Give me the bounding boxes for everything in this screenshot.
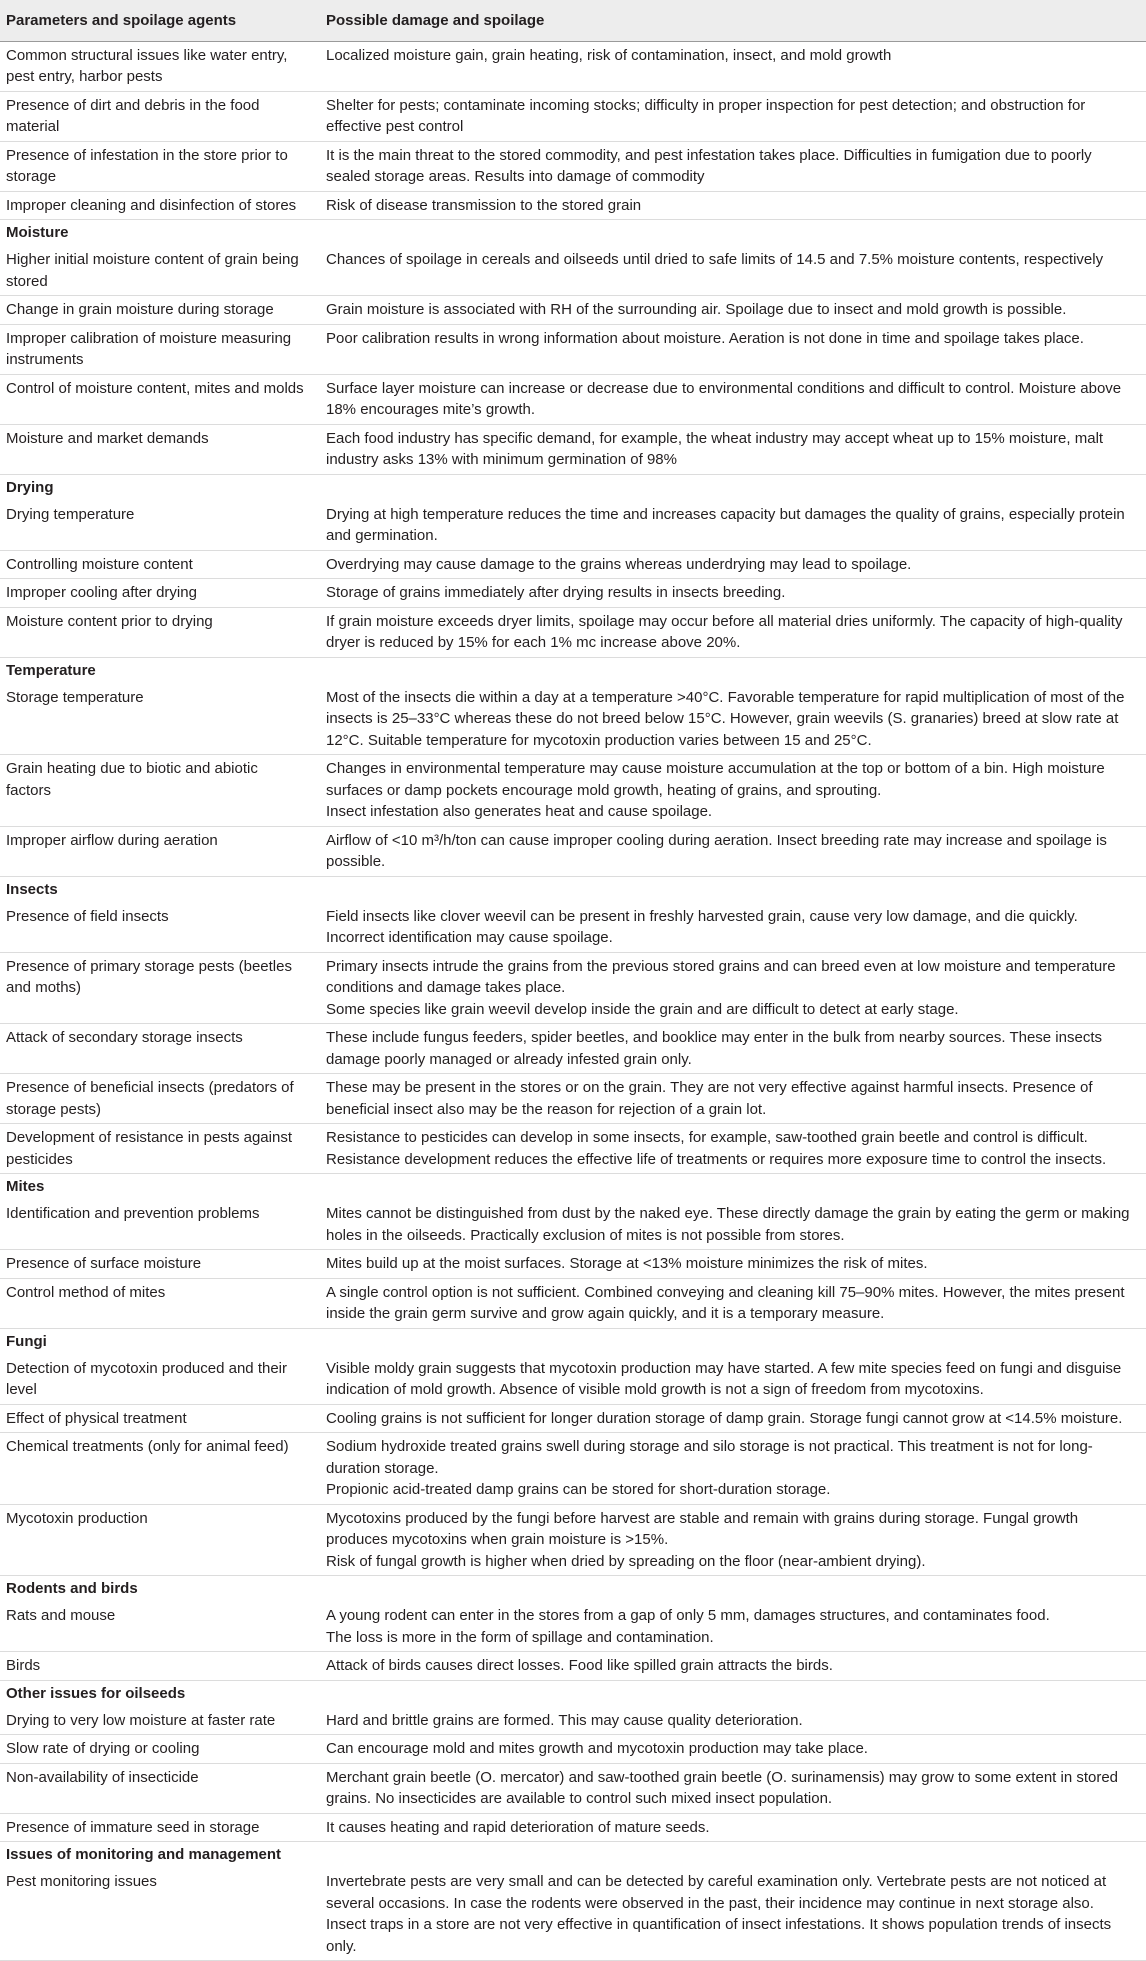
parameter-cell: Change in grain moisture during storage: [0, 296, 320, 325]
damage-text: Some species like grain weevil develop inside the grain and are difficult to detect at early stage.: [326, 1000, 959, 1018]
table-row: [0, 1735, 1146, 1764]
section-header-row: [0, 657, 1146, 684]
parameter-cell: Development of resistance in pests against pesticides: [0, 1124, 320, 1174]
damage-cell: [320, 1602, 1146, 1652]
damage-text: Grain moisture is associated with RH of the surrounding air. Spoilage due to insect and mold growth is possible.: [326, 301, 1067, 318]
parameter-cell: Slow rate of drying or cooling: [0, 1735, 320, 1764]
damage-cell: [320, 952, 1146, 1024]
section-title: Mites: [6, 1178, 45, 1195]
damage-cell: [320, 91, 1146, 141]
section-header-row: [0, 1174, 1146, 1201]
parameter-cell: Presence of immature seed in storage: [0, 1813, 320, 1842]
table-header-row: [0, 0, 1146, 41]
table-row: [0, 41, 1146, 91]
parameter-cell: Moisture content prior to drying: [0, 607, 320, 657]
section-header-row: [0, 474, 1146, 501]
damage-cell: [320, 424, 1146, 474]
damage-cell: [320, 1652, 1146, 1681]
damage-text: Resistance to pesticides can develop in some insects, for example, saw-toothed grain beetle and control is difficult. Resistance development reduces the effective life of treatments or requires more exposure time to control the insects.: [326, 1129, 1107, 1168]
parameter-cell: Improper airflow during aeration: [0, 826, 320, 876]
header-parameters: Parameters and spoilage agents: [0, 0, 320, 41]
damage-text: Changes in environmental temperature may cause moisture accumulation at the top or bottom of a bin. High moisture surfaces or damp pockets encourage mold growth, heating of grains, and sprouting.: [326, 760, 1105, 799]
damage-cell: [320, 579, 1146, 608]
damage-cell: [320, 1200, 1146, 1250]
table-row: [0, 607, 1146, 657]
parameter-cell: Controlling moisture content: [0, 550, 320, 579]
parameter-cell: Presence of dirt and debris in the food material: [0, 91, 320, 141]
table-row: [0, 141, 1146, 191]
damage-text: Poor calibration results in wrong information about moisture. Aeration is not done in time and spoilage takes place.: [326, 329, 1084, 347]
table-row: [0, 374, 1146, 424]
damage-text: Sodium hydroxide treated grains swell during storage and silo storage is not practical. This treatment is not for long-duration storage.: [326, 1438, 1093, 1477]
damage-cell: [320, 296, 1146, 325]
damage-text: These may be present in the stores or on the grain. They are not very effective against harmful insects. Presence of beneficial insect also may be the reason for rejection of a grain lot.: [326, 1079, 1093, 1118]
table-row: [0, 1763, 1146, 1813]
damage-cell: [320, 1735, 1146, 1764]
damage-cell: [320, 755, 1146, 827]
table-row: [0, 1278, 1146, 1328]
parameter-cell: Attack of secondary storage insects: [0, 1024, 320, 1074]
table-row: [0, 1200, 1146, 1250]
section-title: Other issues for oilseeds: [6, 1684, 186, 1702]
table-row: [0, 1707, 1146, 1735]
damage-cell: [320, 607, 1146, 657]
damage-text: Drying at high temperature reduces the time and increases capacity but damages the quality of grains, especially protein and germination.: [326, 505, 1125, 544]
damage-cell: [320, 246, 1146, 296]
damage-text: Mycotoxins produced by the fungi before harvest are stable and remain with grains during storage. Fungal growth produces mycotoxins when grain moisture is >15%.: [326, 1509, 1079, 1548]
section-header-row: [0, 876, 1146, 903]
damage-cell: [320, 141, 1146, 191]
table-row: [0, 424, 1146, 474]
table-row: [0, 501, 1146, 551]
damage-text: These include fungus feeders, spider beetles, and booklice may enter in the bulk from nearby sources. These insects damage poorly managed or already infested grain only.: [326, 1029, 1102, 1068]
section-header-row: [0, 1328, 1146, 1355]
parameter-cell: Effect of physical treatment: [0, 1404, 320, 1433]
parameter-cell: Improper cooling after drying: [0, 579, 320, 608]
parameter-cell: Non-availability of insecticide: [0, 1763, 320, 1813]
parameter-cell: Grain heating due to biotic and abiotic factors: [0, 755, 320, 827]
table-row: [0, 1404, 1146, 1433]
parameter-cell: Mycotoxin production: [0, 1504, 320, 1576]
parameter-cell: Drying temperature: [0, 501, 320, 551]
damage-cell: [320, 1074, 1146, 1124]
damage-text: Insect infestation also generates heat and cause spoilage.: [326, 803, 713, 820]
damage-text: Attack of birds causes direct losses. Food like spilled grain attracts the birds.: [326, 1657, 833, 1674]
damage-text: Propionic acid-treated damp grains can be stored for short-duration storage.: [326, 1481, 831, 1498]
parameter-cell: Moisture and market demands: [0, 424, 320, 474]
damage-text: It is the main threat to the stored commodity, and pest infestation takes place. Difficulties in fumigation due to poorly sealed storage areas. Results into damage of commodity: [326, 146, 1092, 185]
damage-text: Mites build up at the moist surfaces. Storage at <13% moisture minimizes the risk of mites.: [326, 1255, 928, 1272]
damage-text: Insect traps in a store are not very effective in quantification of insect infestations. It shows population trends of insects only.: [326, 1916, 1112, 1955]
damage-text: Chances of spoilage in cereals and oilseeds until dried to safe limits of 14.5 and 7.5% moisture contents, respectively: [326, 251, 1104, 268]
parameter-cell: Presence of surface moisture: [0, 1250, 320, 1279]
table-row: [0, 755, 1146, 827]
section-title: Insects: [6, 880, 58, 898]
damage-text: Primary insects intrude the grains from the previous stored grains and can breed even at low moisture and temperature conditions and damage takes place.: [326, 957, 1116, 996]
table-row: [0, 1074, 1146, 1124]
parameter-cell: Detection of mycotoxin produced and their level: [0, 1355, 320, 1405]
damage-text: If grain moisture exceeds dryer limits, spoilage may occur before all material dries uniformly. The capacity of high-quality dryer is reduced by 15% for each 1% mc increase above 20%.: [326, 612, 1123, 651]
parameter-cell: Presence of infestation in the store prior to storage: [0, 141, 320, 191]
table-row: [0, 579, 1146, 608]
parameter-cell: Improper calibration of moisture measuring instruments: [0, 324, 320, 374]
damage-cell: [320, 191, 1146, 220]
damage-text: Each food industry has specific demand, for example, the wheat industry may accept wheat up to 15% moisture, malt industry asks 13% with minimum germination of 98%: [326, 429, 1104, 468]
damage-cell: [320, 1024, 1146, 1074]
section-title: Moisture: [6, 224, 69, 241]
damage-text: Can encourage mold and mites growth and mycotoxin production may take place.: [326, 1740, 868, 1757]
damage-cell: [320, 826, 1146, 876]
table-row: [0, 1124, 1146, 1174]
damage-cell: [320, 501, 1146, 551]
parameter-cell: Chemical treatments (only for animal feed): [0, 1433, 320, 1505]
damage-text: Airflow of <10 m³/h/ton can cause improper cooling during aeration. Insect breeding rate may increase and spoilage is possible.: [326, 831, 1107, 870]
table-row: [0, 1433, 1146, 1505]
damage-cell: [320, 41, 1146, 91]
damage-cell: [320, 1278, 1146, 1328]
damage-cell: [320, 1355, 1146, 1405]
damage-cell: [320, 1250, 1146, 1279]
parameter-cell: Control of moisture content, mites and molds: [0, 374, 320, 424]
table-row: [0, 550, 1146, 579]
damage-cell: [320, 1124, 1146, 1174]
table-row: [0, 91, 1146, 141]
parameter-cell: Common structural issues like water entry, pest entry, harbor pests: [0, 41, 320, 91]
parameter-cell: Storage temperature: [0, 684, 320, 755]
damage-cell: [320, 324, 1146, 374]
damage-cell: [320, 1707, 1146, 1735]
table-row: [0, 191, 1146, 220]
damage-text: Most of the insects die within a day at a temperature >40°C. Favorable temperature for rapid multiplication of most of the insects is 25–33°C whereas these do not breed below 15°C. However, grain weevils (S. granaries) breed at slow rate at 12°C. Suitable temperature for mycotoxin production varies between 15 and 25°C.: [326, 688, 1125, 749]
damage-text: Hard and brittle grains are formed. This may cause quality deterioration.: [326, 1711, 803, 1729]
table-row: [0, 826, 1146, 876]
damage-text: The loss is more in the form of spillage and contamination.: [326, 1628, 714, 1646]
table-row: [0, 296, 1146, 325]
damage-cell: [320, 1763, 1146, 1813]
damage-text: Field insects like clover weevil can be present in freshly harvested grain, cause very low damage, and die quickly. Incorrect identification may cause spoilage.: [326, 907, 1078, 946]
table-row: [0, 1813, 1146, 1842]
damage-text: Shelter for pests; contaminate incoming stocks; difficulty in proper inspection for pest detection; and obstruction for effective pest control: [326, 96, 1086, 135]
damage-text: Merchant grain beetle (O. mercator) and saw-toothed grain beetle (O. surinamensis) may grow to some extent in stored grains. No insecticides are available to control such mixed insect population.: [326, 1768, 1119, 1807]
damage-cell: [320, 1504, 1146, 1576]
table-row: [0, 1652, 1146, 1681]
table-row: [0, 246, 1146, 296]
damage-text: Surface layer moisture can increase or decrease due to environmental conditions and difficult to control. Moisture above 18% encourages mite’s growth.: [326, 379, 1122, 418]
table-body: [0, 41, 1146, 1961]
damage-cell: [320, 1813, 1146, 1842]
damage-cell: [320, 903, 1146, 953]
parameter-cell: Pest monitoring issues: [0, 1868, 320, 1961]
damage-text: Storage of grains immediately after drying results in insects breeding.: [326, 584, 786, 601]
table-row: [0, 684, 1146, 755]
parameter-cell: Control method of mites: [0, 1278, 320, 1328]
table-row: [0, 324, 1146, 374]
damage-text: Mites cannot be distinguished from dust by the naked eye. These directly damage the grain by eating the germ or making holes in the oilseeds. Practically exclusion of mites is not possible from stores.: [326, 1205, 1130, 1244]
table-row: [0, 1504, 1146, 1576]
parameter-cell: Improper cleaning and disinfection of stores: [0, 191, 320, 220]
table-row: [0, 1355, 1146, 1405]
damage-text: A young rodent can enter in the stores from a gap of only 5 mm, damages structures, and contaminates food.: [326, 1607, 1050, 1624]
parameter-cell: Presence of beneficial insects (predators of storage pests): [0, 1074, 320, 1124]
section-header-row: [0, 1842, 1146, 1869]
damage-text: A single control option is not sufficient. Combined conveying and cleaning kill 75–90% mites. However, the mites present inside the grain germ survive and grow again quickly, and it is a temporary measure.: [326, 1283, 1125, 1322]
damage-cell: [320, 1868, 1146, 1961]
damage-text: Overdrying may cause damage to the grains whereas underdrying may lead to spoilage.: [326, 555, 912, 573]
damage-text: Visible moldy grain suggests that mycotoxin production may have started. A few mite species feed on fungi and disguise indication of mold growth. Absence of visible mold growth is not a sign of freedom from mycotoxins.: [326, 1359, 1122, 1398]
damage-text: It causes heating and rapid deterioration of mature seeds.: [326, 1818, 710, 1836]
section-title: Rodents and birds: [6, 1580, 138, 1597]
damage-cell: [320, 1404, 1146, 1433]
section-header-row: [0, 1576, 1146, 1603]
parameter-cell: Birds: [0, 1652, 320, 1681]
section-header-row: [0, 1680, 1146, 1707]
damage-text: Risk of disease transmission to the stored grain: [326, 196, 642, 214]
damage-text: Invertebrate pests are very small and can be detected by careful examination only. Vertebrate pests are not noticed at several occasions. In case the rodents were observed in the past, their incidence may continue in next storage also.: [326, 1873, 1107, 1912]
parameter-cell: Identification and prevention problems: [0, 1200, 320, 1250]
section-title: Issues of monitoring and management: [6, 1846, 282, 1863]
damage-text: Cooling grains is not sufficient for longer duration storage of damp grain. Storage fungi cannot grow at <14.5% moisture.: [326, 1409, 1123, 1427]
damage-text: Localized moisture gain, grain heating, risk of contamination, insect, and mold growth: [326, 46, 892, 64]
section-title: Fungi: [6, 1332, 47, 1350]
table-row: [0, 1250, 1146, 1279]
parameter-cell: Drying to very low moisture at faster rate: [0, 1707, 320, 1735]
table-row: [0, 952, 1146, 1024]
table-row: [0, 1024, 1146, 1074]
header-damage: Possible damage and spoilage: [320, 0, 1146, 41]
parameter-cell: Higher initial moisture content of grain being stored: [0, 246, 320, 296]
section-title: Temperature: [6, 661, 96, 679]
parameter-cell: Presence of field insects: [0, 903, 320, 953]
damage-cell: [320, 374, 1146, 424]
damage-text: Risk of fungal growth is higher when dried by spreading on the floor (near-ambient drying).: [326, 1552, 926, 1570]
table-row: [0, 1602, 1146, 1652]
table-row: [0, 1868, 1146, 1961]
section-title: Drying: [6, 478, 54, 496]
parameter-cell: Rats and mouse: [0, 1602, 320, 1652]
section-header-row: [0, 220, 1146, 247]
table-row: [0, 903, 1146, 953]
parameter-cell: Presence of primary storage pests (beetles and moths): [0, 952, 320, 1024]
damage-cell: [320, 1433, 1146, 1505]
damage-cell: [320, 550, 1146, 579]
damage-cell: [320, 684, 1146, 755]
